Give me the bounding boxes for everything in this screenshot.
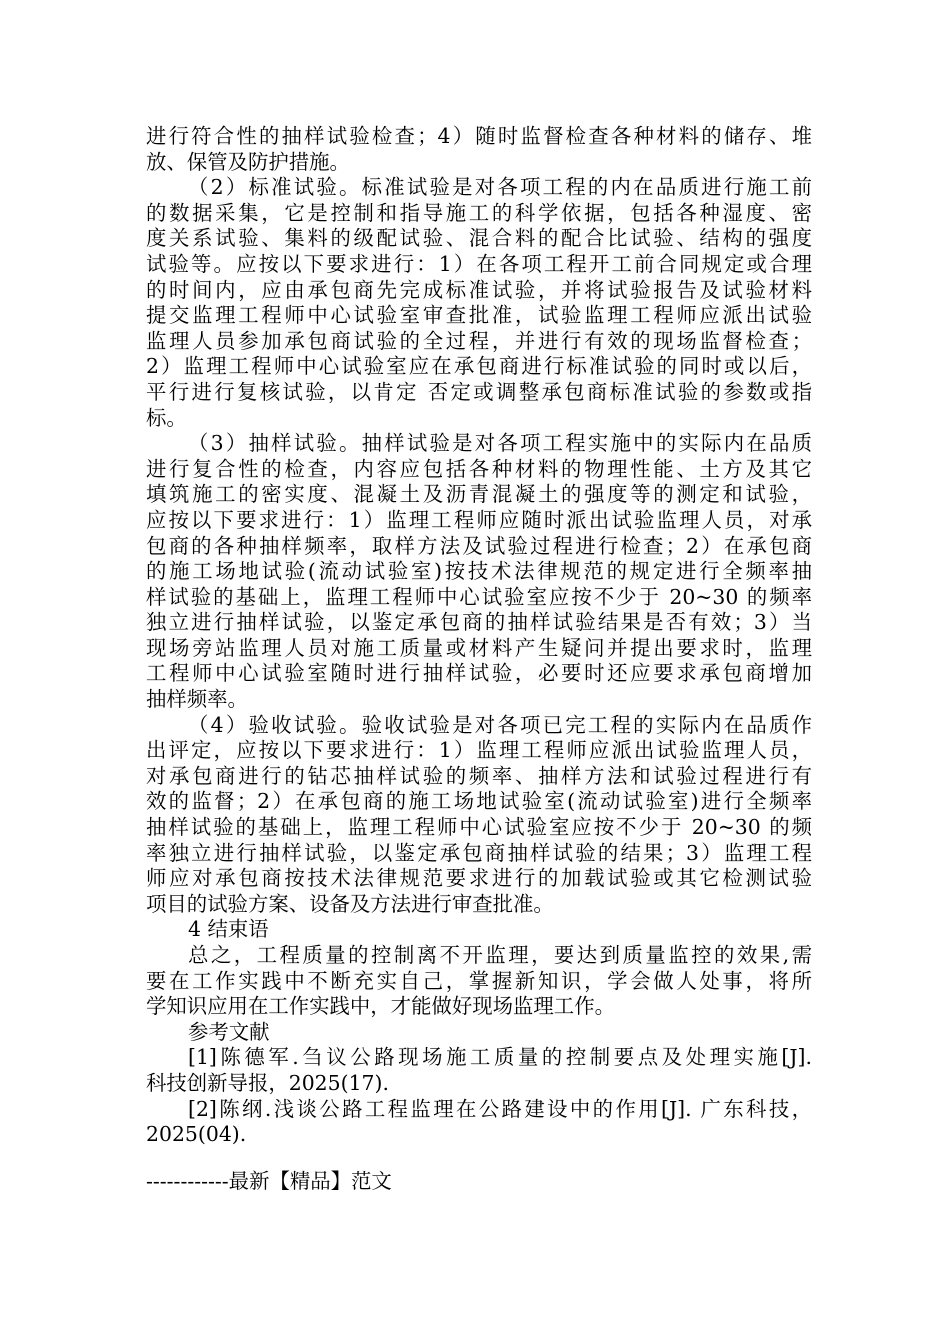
paragraph-conclusion-line: 要在工作实践中不断充实自己，掌握新知识，学会做人处事，将所 bbox=[146, 968, 812, 993]
paragraph-sampling-test-line: 独立进行抽样试验，以鉴定承包商的抽样试验结果是否有效；3）当 bbox=[146, 610, 812, 635]
paragraph-standard-test-line: 监理人员参加承包商试验的全过程，并进行有效的现场监督检查； bbox=[146, 328, 812, 353]
paragraph-sampling-test-line: 现场旁站监理人员对施工质量或材料产生疑问并提出要求时，监理 bbox=[146, 635, 812, 660]
paragraph-continuation-line: 放、保管及防护措施。 bbox=[146, 149, 350, 174]
paragraph-acceptance-test-line: 对承包商进行的钻芯抽样试验的频率、抽样方法和试验过程进行有 bbox=[146, 763, 812, 788]
paragraph-acceptance-test-line: 率独立进行抽样试验，以鉴定承包商抽样试验的结果；3）监理工程 bbox=[146, 840, 812, 865]
document-body bbox=[146, 124, 812, 1148]
reference-1-line: 科技创新导报，2025(17). bbox=[146, 1070, 389, 1095]
paragraph-sampling-test-line: 工程师中心试验室随时进行抽样试验，必要时还应要求承包商增加 bbox=[146, 661, 812, 686]
paragraph-sampling-test-line: 应按以下要求进行：1）监理工程师应随时派出试验监理人员，对承 bbox=[146, 507, 812, 532]
paragraph-sampling-test-line: 的施工场地试验(流动试验室)按技术法律规范的规定进行全频率抽 bbox=[146, 559, 812, 584]
paragraph-sampling-test-line: （3）抽样试验。抽样试验是对各项工程实施中的实际内在品质 bbox=[188, 431, 812, 456]
section-heading-references-line: 参考文献 bbox=[188, 1019, 270, 1044]
footer-watermark-text: ------------最新【精品】范文 bbox=[146, 1169, 392, 1193]
paragraph-sampling-test-line: 抽样频率。 bbox=[146, 687, 248, 712]
paragraph-standard-test-line: 提交监理工程师中心试验室审查批准，试验监理工程师应派出试验 bbox=[146, 303, 812, 328]
paragraph-acceptance-test-line: 出评定，应按以下要求进行：1）监理工程师应派出试验监理人员， bbox=[146, 738, 812, 763]
paragraph-acceptance-test-line: 效的监督；2）在承包商的施工场地试验室(流动试验室)进行全频率 bbox=[146, 789, 812, 814]
paragraph-conclusion-line: 学知识应用在工作实践中，才能做好现场监理工作。 bbox=[146, 994, 615, 1019]
section-heading-conclusion-line: 4 结束语 bbox=[188, 917, 269, 942]
paragraph-acceptance-test-line: （4）验收试验。验收试验是对各项已完工程的实际内在品质作 bbox=[188, 712, 812, 737]
paragraph-acceptance-test-line: 抽样试验的基础上，监理工程师中心试验室应按不少于 20~30 的频 bbox=[146, 815, 812, 840]
reference-2-line: 2025(04). bbox=[146, 1122, 247, 1147]
reference-1-line: [1]陈德军.刍议公路现场施工质量的控制要点及处理实施[J]. bbox=[188, 1045, 812, 1070]
paragraph-standard-test-line: 度关系试验、集料的级配试验、混合料的配合比试验、结构的强度 bbox=[146, 226, 812, 251]
paragraph-standard-test-line: 试验等。应按以下要求进行：1）在各项工程开工前合同规定或合理 bbox=[146, 251, 812, 276]
paragraph-standard-test-line: 2）监理工程师中心试验室应在承包商进行标准试验的同时或以后， bbox=[146, 354, 812, 379]
paragraph-sampling-test-line: 样试验的基础上，监理工程师中心试验室应按不少于 20~30 的频率 bbox=[146, 584, 812, 609]
paragraph-standard-test-line: 标。 bbox=[146, 405, 187, 430]
paragraph-standard-test-line: 平行进行复核试验，以肯定 否定或调整承包商标准试验的参数或指 bbox=[146, 379, 812, 404]
paragraph-sampling-test-line: 包商的各种抽样频率，取样方法及试验过程进行检查；2）在承包商 bbox=[146, 533, 812, 558]
paragraph-sampling-test-line: 进行复合性的检查，内容应包括各种材料的物理性能、土方及其它 bbox=[146, 456, 812, 481]
paragraph-acceptance-test-line: 项目的试验方案、设备及方法进行审查批准。 bbox=[146, 891, 554, 916]
reference-2-line: [2]陈纲.浅谈公路工程监理在公路建设中的作用[J]. 广东科技， bbox=[188, 1096, 812, 1121]
paragraph-continuation-line: 进行符合性的抽样试验检查；4）随时监督检查各种材料的储存、堆 bbox=[146, 124, 812, 148]
paragraph-sampling-test-line: 填筑施工的密实度、混凝土及沥青混凝土的强度等的测定和试验， bbox=[146, 482, 812, 507]
paragraph-standard-test-line: （2）标准试验。标准试验是对各项工程的内在品质进行施工前 bbox=[188, 175, 812, 200]
paragraph-conclusion-line: 总之，工程质量的控制离不开监理，要达到质量监控的效果,需 bbox=[188, 943, 812, 967]
paragraph-standard-test-line: 的时间内，应由承包商先完成标准试验，并将试验报告及试验材料 bbox=[146, 277, 812, 302]
paragraph-standard-test-line: 的数据采集，它是控制和指导施工的科学依据，包括各种湿度、密 bbox=[146, 200, 812, 225]
paragraph-acceptance-test-line: 师应对承包商按技术法律规范要求进行的加载试验或其它检测试验 bbox=[146, 866, 812, 891]
